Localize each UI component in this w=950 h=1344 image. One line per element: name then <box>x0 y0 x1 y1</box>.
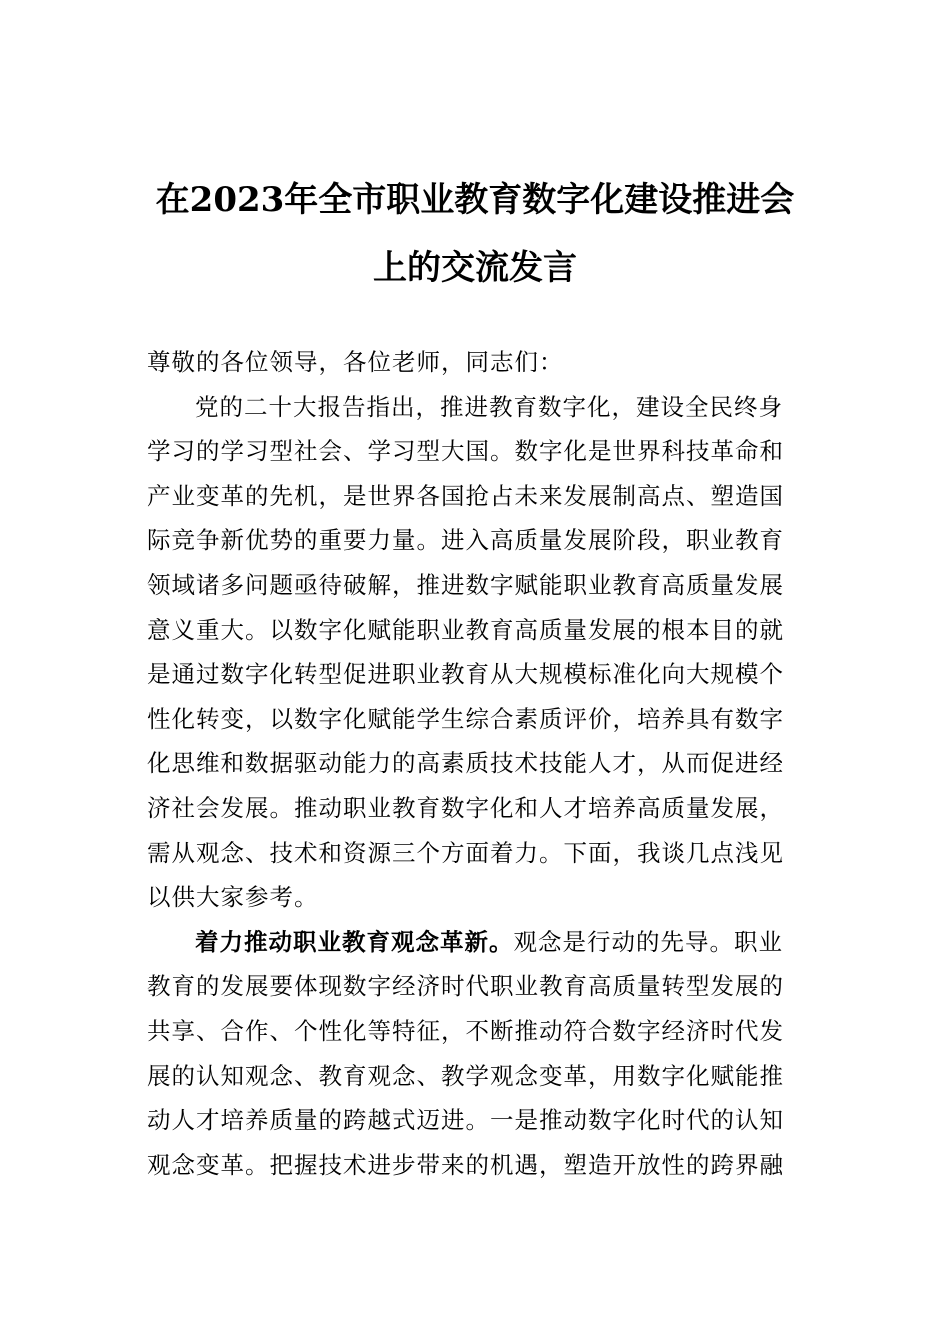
paragraph-2-first-line <box>147 920 809 965</box>
paragraph-1-line: 需从观念、技术和资源三个方面着力。下面，我谈几点浅见 <box>147 838 784 867</box>
paragraph-2-line: 动人才培养质量的跨越式迈进。一是推动数字化时代的认知 <box>147 1106 784 1135</box>
paragraph-1-line: 以供大家参考。 <box>147 883 319 912</box>
salutation: 尊敬的各位领导，各位老师，同志们： <box>147 348 564 376</box>
document-title-line-2: 上的交流发言 <box>373 248 577 288</box>
paragraph-1-line: 际竞争新优势的重要力量。进入高质量发展阶段，职业教育 <box>147 526 784 555</box>
paragraph-1-line: 济社会发展。推动职业教育数字化和人才培养高质量发展， <box>147 793 784 822</box>
paragraph-1-line: 党的二十大报告指出，推进教育数字化，建设全民终身 <box>195 392 783 421</box>
paragraph-2-first-line-text: 观念是行动的先导。职业 <box>513 927 783 956</box>
paragraph-1-line: 意义重大。以数字化赋能职业教育高质量发展的根本目的就 <box>147 615 784 644</box>
document-body <box>147 340 809 1187</box>
paragraph-2-heading: 着力推动职业教育观念革新。 <box>195 927 514 956</box>
paragraph-1-line: 产业变革的先机，是世界各国抢占未来发展制高点、塑造国 <box>147 481 784 510</box>
paragraph-2-line: 观念变革。把握技术进步带来的机遇，塑造开放性的跨界融 <box>147 1150 784 1179</box>
paragraph-1-line: 是通过数字化转型促进职业教育从大规模标准化向大规模个 <box>147 660 784 689</box>
paragraph-1-line: 领域诸多问题亟待破解，推进数字赋能职业教育高质量发展 <box>147 570 784 599</box>
document-title-line-1: 在2023年全市职业教育数字化建设推进会 <box>155 180 795 220</box>
paragraph-1-line: 学习的学习型社会、学习型大国。数字化是世界科技革命和 <box>147 437 784 466</box>
paragraph-2-line: 共享、合作、个性化等特征，不断推动符合数字经济时代发 <box>147 1016 784 1045</box>
paragraph-2-line: 展的认知观念、教育观念、教学观念变革，用数字化赋能推 <box>147 1061 784 1090</box>
paragraph-1-line: 性化转变，以数字化赋能学生综合素质评价，培养具有数字 <box>147 704 784 733</box>
paragraph-2-line: 教育的发展要体现数字经济时代职业教育高质量转型发展的 <box>147 972 784 1001</box>
paragraph-1-line: 化思维和数据驱动能力的高素质技术技能人才，从而促进经 <box>147 749 784 778</box>
